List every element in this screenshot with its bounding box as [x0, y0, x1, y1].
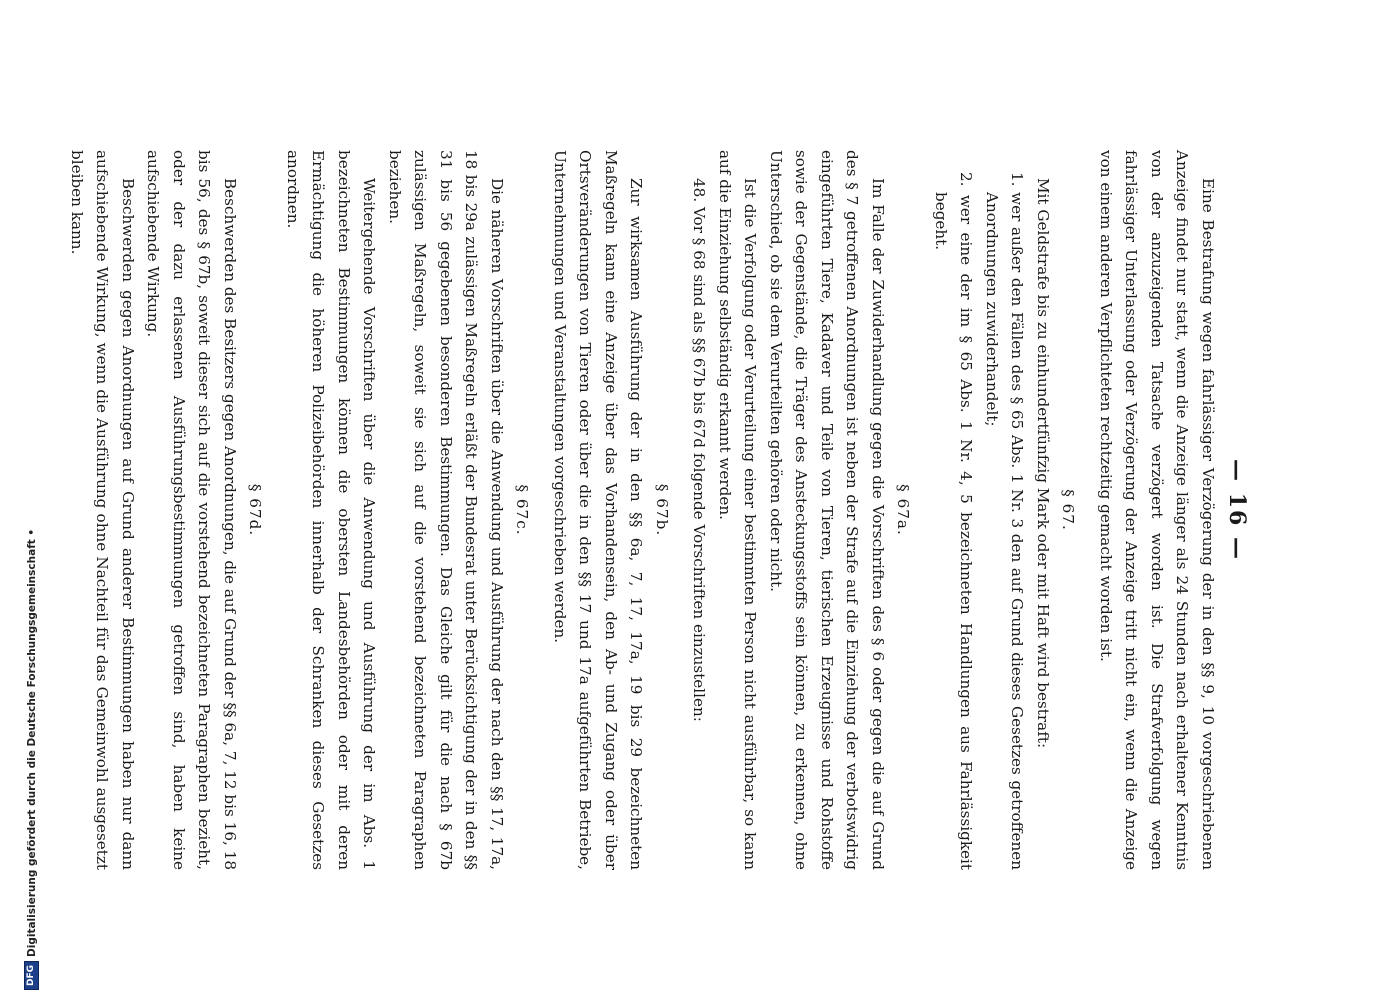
paragraph-67d-1: Beschwerden des Besitzers gegen Anordnungen, die auf Grund der §§ 6a, 7, 12 bis 16, 18 bis 56, des § 67b, soweit dieser sich auf die vorstehend bezeichneten Paragraphen bezieht, oder der dazu erlassenen Ausführungsbestimmungen getroffen sind, haben keine aufschiebende Wirkung. [144, 150, 239, 870]
paragraph-67c-2: Weitergehende Vorschriften über die Anwendung und Ausführung der im Abs. 1 bezeichneten Bestimmungen können die obersten Landesbehörden oder mit deren Ermächtigung die höheren Polizeibehörden innerhalb der Schranken dieses Gesetzes anordnen. [284, 150, 379, 870]
paragraph-67-lead: Mit Geldstrafe bis zu einhundertfünfzig Mark oder mit Haft wird bestraft: [1034, 178, 1052, 749]
section-heading-67d: § 67d. [246, 483, 265, 537]
page-number: — 16 — [1224, 459, 1250, 561]
section-heading-67a: § 67a. [894, 484, 913, 536]
list-item-67-1: 1. wer außer den Fällen des § 65 Abs. 1 Nr. 3 den auf Grund dieses Gesetzes getroffenen Anordnungen zuwiderhandelt; [983, 172, 1027, 870]
digitization-credit [24, 529, 39, 990]
paragraph-intro: Eine Bestrafung wegen fahrlässiger Verzögerung der in den §§ 9, 10 vorgeschriebenen Anzeige findet nur statt, wenn die Anzeige länger als 24 Stunden nach erhaltener Kenntnis von der anzuzeigenden Tatsache verzögert worden ist. Die Strafverfolgung wegen fahrlässiger Unterlassung oder Verzögerung der Anzeige tritt nicht ein, wenn die Anzeige von einem anderen Verpflichteten rechtzeitig gemacht worden ist. [1097, 150, 1217, 870]
paragraph-67a-1: Im Falle der Zuwiderhandlung gegen die Vorschriften des § 6 oder gegen die auf Grund des § 7 getroffenen Anordnungen ist neben der Strafe auf die Einziehung der verbotswidrig eingeführten Tiere, Kadaver und Teile von Tieren, tierischen Erzeugnisse und Rohstoffe sowie der Gegenstände, die Träger des Ansteckungsstoffs sein können, zu erkennen, ohne Unterschied, ob sie dem Verurteilten gehören oder nicht. [767, 150, 887, 870]
paragraph-67d-2: Beschwerden gegen Anordnungen auf Grund anderer Bestimmungen haben nur dann aufschiebende Wirkung, wenn die Ausführung ohne Nachteil für das Gemeinwohl ausgesetzt bleiben kann. [68, 150, 137, 870]
section-heading-67b: § 67b. [653, 483, 671, 537]
section-heading-67c: § 67c. [513, 484, 532, 536]
dfg-logo-icon: DFG [24, 961, 39, 990]
list-item-67-2: 2. wer eine der im § 65 Abs. 1 Nr. 4, 5 bezeichneten Handlungen aus Fahrlässigkeit begeht. [932, 172, 976, 870]
paragraph-67a-3: 48. Vor § 68 sind als §§ 67b bis 67d folgende Vorschriften einzustellen: [690, 178, 709, 722]
digitization-credit-text: Digitalisierung gefördert durch die Deutsche Forschungsgemeinschaft • [25, 528, 38, 957]
section-heading-67: § 67. [1059, 489, 1078, 531]
paragraph-67b-1: Zur wirksamen Ausführung der in den §§ 6a, 7, 17, 17a, 19 bis 29 bezeichneten Maßregeln kann eine Anzeige über das Vorhandensein, den Ab- und Zugang oder über Ortsveränderungen von Tieren oder über die in den §§ 17 und 17a aufgeführten Betriebe, Unternehmungen und Veranstaltungen vorgeschrieben werden. [551, 150, 646, 870]
paragraph-67c-1: Die näheren Vorschriften über die Anwendung und Ausführung der nach den §§ 17, 17a, 18 bis 29a zulässigen Maßregeln erläßt der Bundesrat unter Berücksichtigung der in den §§ 31 bis 56 gegebenen besonderen Bestimmungen. Das Gleiche gilt für die nach § 67b zulässigen Maßregeln, soweit sie sich auf die vorstehend bezeichneten Paragraphen beziehen. [386, 150, 506, 870]
document-page [64, 150, 1251, 870]
paragraph-67a-2: Ist die Verfolgung oder Verurteilung einer bestimmten Person nicht ausführbar, so kann auf die Einziehung selbständig erkannt werden. [716, 150, 760, 870]
